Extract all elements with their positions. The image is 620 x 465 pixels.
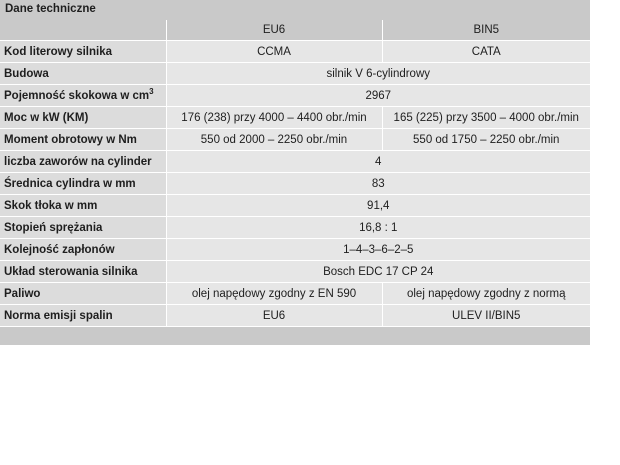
table-row [0,261,590,283]
row-label: Norma emisji spalin [0,305,166,327]
cell-bin5: olej napędowy zgodny z normą [382,283,590,305]
cell-shared: 83 [166,173,590,195]
cell-shared: 16,8 : 1 [166,217,590,239]
superscript: 3 [149,86,154,96]
cell-shared: Bosch EDC 17 CP 24 [166,261,590,283]
table-row [0,129,590,151]
cell-bin5: ULEV II/BIN5 [382,305,590,327]
table-row [0,195,590,217]
table-row [0,151,590,173]
cell-eu6: 176 (238) przy 4000 – 4400 obr./min [166,107,382,129]
table-row [0,41,590,63]
row-label: Układ sterowania silnika [0,261,166,283]
table-row [0,217,590,239]
row-label: Skok tłoka w mm [0,195,166,217]
column-header-row [0,20,590,41]
cell-shared: 4 [166,151,590,173]
cell-shared: 2967 [166,85,590,107]
table-row [0,63,590,85]
table-row [0,85,590,107]
row-label: Budowa [0,63,166,85]
cell-shared: 1–4–3–6–2–5 [166,239,590,261]
row-label [0,85,166,107]
cell-shared: 91,4 [166,195,590,217]
table-row [0,283,590,305]
cell-eu6: olej napędowy zgodny z EN 590 [166,283,382,305]
cell-eu6: EU6 [166,305,382,327]
row-label: liczba zaworów na cylinder [0,151,166,173]
row-label: Moment obrotowy w Nm [0,129,166,151]
row-label: Stopień sprężania [0,217,166,239]
row-label: Kod literowy silnika [0,41,166,63]
cell-shared: silnik V 6-cylindrowy [166,63,590,85]
table-title: Dane techniczne [0,0,590,20]
spec-table [0,20,590,326]
column-header-eu6: EU6 [166,20,382,41]
row-label: Średnica cylindra w mm [0,173,166,195]
column-header-bin5: BIN5 [382,20,590,41]
row-label: Kolejność zapłonów [0,239,166,261]
cell-bin5: CATA [382,41,590,63]
table-row [0,239,590,261]
header-empty-cell [0,20,166,41]
cell-eu6: CCMA [166,41,382,63]
table-row [0,305,590,327]
cell-bin5: 550 od 1750 – 2250 obr./min [382,129,590,151]
table-row [0,173,590,195]
table-row [0,107,590,129]
cell-bin5: 165 (225) przy 3500 – 4000 obr./min [382,107,590,129]
row-label: Paliwo [0,283,166,305]
row-label: Moc w kW (KM) [0,107,166,129]
cell-eu6: 550 od 2000 – 2250 obr./min [166,129,382,151]
row-label-text: Pojemność skokowa w cm [4,89,150,102]
table-footer-band [0,326,590,345]
